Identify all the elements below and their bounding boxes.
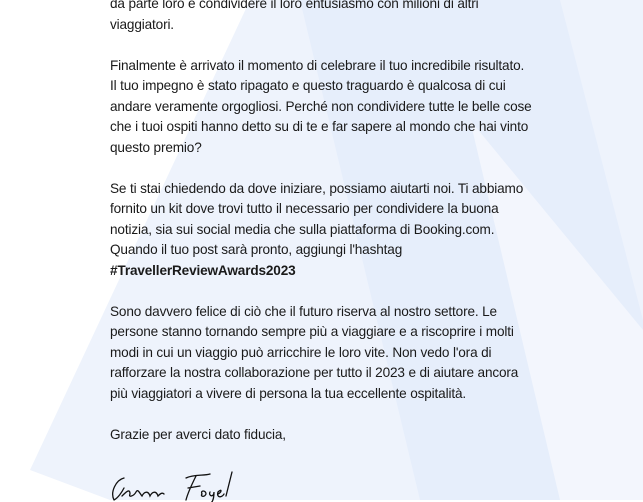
- signature: [108, 470, 248, 502]
- text-line: fornito un kit dove trovi tutto il necessario per condividere la buona: [110, 201, 499, 216]
- text-line: Quando il tuo post sarà pronto, aggiungi l'hashtag: [110, 242, 403, 257]
- text-line: da parte loro e condividere il loro entusiasmo con milioni di altri: [110, 0, 479, 11]
- text-line: Il tuo impegno è stato ripagato e questo traguardo è qualcosa di cui: [110, 78, 506, 93]
- paragraph-4: [110, 302, 630, 405]
- text-line: viaggiatori.: [110, 16, 174, 32]
- text-line: questo premio?: [110, 139, 202, 155]
- text-line: andare veramente orgogliosi. Perché non condividere tutte le belle cose: [110, 98, 532, 114]
- text-line: modi in cui un viaggio può arricchire le loro vite. Non vedo l'ora di: [110, 344, 492, 360]
- paragraph-1: [110, 0, 630, 35]
- hashtag: #TravellerReviewAwards2023: [110, 262, 296, 278]
- text-line: Se ti stai chiedendo da dove iniziare, possiamo aiutarti noi. Ti abbiamo: [110, 180, 524, 196]
- text-line: notizia, sia sui social media che sulla piattaforma di Booking.com.: [110, 221, 495, 237]
- text-line: Sono davvero felice di ciò che il futuro riserva al nostro settore. Le: [110, 303, 497, 319]
- paragraph-2: [110, 56, 630, 159]
- text-line: persone stanno tornando sempre più a viaggiare e a riscoprire i molti: [110, 324, 514, 339]
- text-line: Finalmente è arrivato il momento di celebrare il tuo incredibile risultato.: [110, 57, 525, 73]
- letter-body: [110, 0, 630, 466]
- text-line: che i tuoi ospiti hanno detto su di te e far sapere al mondo che hai vinto: [110, 119, 529, 134]
- closing: [110, 425, 630, 446]
- closing-text: Grazie per averci dato fiducia,: [110, 426, 286, 442]
- paragraph-3: [110, 179, 630, 282]
- text-line: rafforzare la nostra collaborazione per tutto il 2023 e di aiutare ancora: [110, 365, 519, 380]
- text-line: più viaggiatori a vivere di persona la tua eccellente ospitalità.: [110, 385, 466, 401]
